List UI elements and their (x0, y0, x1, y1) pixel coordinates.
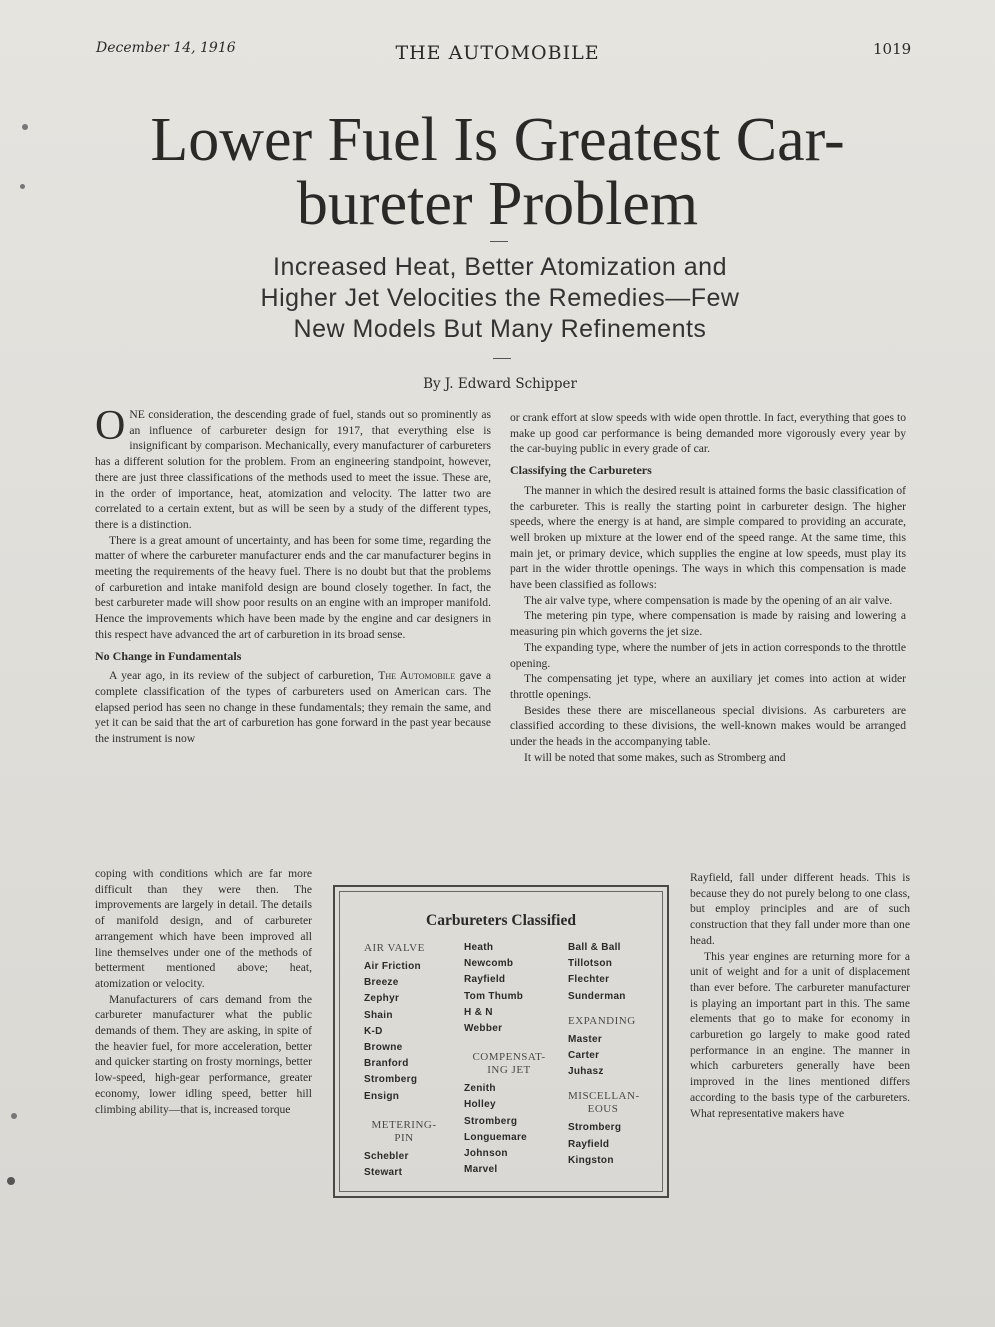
paragraph-text: NE consideration, the descending grade of fuel, stands out so prominently as an influence of carbureter design for 1917, that everything else is insignificant by comparison. Mechanically, every manufacturer of carbureters has a different solution for the problem. From an engineering standpoint, however, there are just three classifications of the methods used to meet the issue. These are, in the order of importance, heat, atomization and velocity. The latter two are correlated to a certain extent, but as will be seen by a study of the different types, there is a distinction. (95, 408, 491, 531)
header-page-number: 1019 (873, 40, 912, 58)
table-item: Tom Thumb (464, 990, 524, 1002)
article-title-line1: Lower Fuel Is Greatest Car- (150, 106, 845, 174)
table-item: Shain (364, 1009, 393, 1021)
paragraph: It will be noted that some makes, such as Stromberg and (524, 750, 786, 764)
title-divider (490, 241, 508, 242)
punch-mark (11, 1113, 17, 1119)
punch-mark (7, 1177, 15, 1185)
table-column-1 (364, 940, 464, 1181)
table-item: Stewart (364, 1167, 403, 1179)
carbureters-table (333, 885, 669, 1198)
table-item: H & N (464, 1006, 493, 1018)
table-item: K-D (364, 1025, 383, 1037)
header-date: December 14, 1916 (96, 40, 236, 56)
table-gap (464, 1037, 564, 1049)
table-item: Heath (464, 942, 494, 953)
table-item: Master (568, 1033, 603, 1045)
table-item: Kingston (568, 1154, 614, 1166)
table-gap (364, 1105, 464, 1117)
paragraph: Manufacturers of cars demand from the carbureter manufacturer what the public demands of them. They are asking, in spite of the heavier fuel, for more acceleration, better and quicker starting on frosty mornings, better low-speed, high-gear performance, greater economy, lower idling speed, better hill climbing ability—that is, increased torque (95, 992, 312, 1116)
table-item: Zenith (464, 1083, 496, 1095)
section-heading: No Change in Fundamentals (95, 648, 242, 663)
paragraph: The manner in which the desired result is attained forms the basic classification of the carbureter. This is really the starting point in carbureter design. The higher speeds, where the energy is at hand, are simple compared to providing an accurate, well broken up mixture at the lower end of the speed range. At the same time, this main jet, or primary device, which supplies the engine at low speeds, must play its part in the wider throttle openings. The ways in which this compensation is made have been classified as follows: (510, 483, 906, 592)
table-item: Ball & Ball (568, 942, 621, 953)
column-3 (690, 870, 910, 1121)
table-item: Sunderman (568, 990, 626, 1002)
paragraph: Rayfield, fall under different heads. This is because they do not purely belong to one class, but employ principles and are of such construction that they fall under more than one head. (690, 871, 910, 947)
subtitle-divider (493, 358, 511, 359)
table-heading-compensating-jet: COMPENSAT-ING JET (472, 1051, 546, 1077)
table-item: Stromberg (464, 1115, 518, 1127)
table-item: Marvel (464, 1164, 498, 1176)
table-item: Tillotson (568, 958, 613, 970)
table-item: Branford (364, 1058, 409, 1070)
table-item: Browne (364, 1042, 403, 1054)
table-gap (568, 1005, 664, 1013)
table-item: Webber (464, 1023, 503, 1035)
table-item: Stromberg (568, 1122, 622, 1134)
table-item: Zephyr (364, 993, 400, 1005)
table-item: Schebler (364, 1150, 409, 1162)
section-heading: Classifying the Carbureters (510, 463, 652, 478)
byline: By J. Edward Schipper (423, 376, 577, 392)
table-item: Johnson (464, 1148, 508, 1160)
punch-mark (20, 184, 25, 189)
paragraph: coping with conditions which are far more difficult than they were then. The improvements are largely in detail. The details of manifold design, and of carbureter arrangement which have been improved all line themselves under one of the methods of betterment mentioned above; heat, atomization or velocity. (95, 867, 312, 990)
table-item: Breeze (364, 977, 399, 989)
paragraph: There is a great amount of uncertainty, and has been for some time, regarding the matter of where the carbureter manufacturer ends and the car manufacturer begins in meeting the requirements of the heavy fuel. There is no doubt but that the problems of carburetion and intake manifold design are bound closely together. In fact, the best carbureter made will show poor results on an engine with an improper manifold. Hence the improvements which have been made by the engine and car designers in this respect have advanced the art of carburetion in its broad sense. (95, 533, 491, 641)
table-column-2 (464, 940, 564, 1178)
column-1-continued (95, 866, 312, 1117)
paragraph-text: gave a complete classification of the types of carbureters used on American cars. The elapsed period has seen no change in these fundamentals; they remain the same, and yet it can be said that the art of carburetion has gone forward in the past year because the instrument is now (95, 669, 491, 746)
table-item: Newcomb (464, 958, 514, 970)
drop-cap: O (95, 403, 126, 449)
table-heading-air-valve: AIR VALVE (364, 942, 425, 954)
table-item: Flechter (568, 974, 610, 986)
table-item: Carter (568, 1050, 600, 1062)
table-inner-border (339, 891, 663, 1192)
paragraph: The compensating jet type, where an auxiliary jet comes into action at wider throttle openings. (510, 672, 906, 701)
table-item: Longuemare (464, 1131, 528, 1143)
punch-mark (22, 124, 28, 130)
table-gap (568, 1080, 664, 1088)
table-heading-expanding: EXPANDING (568, 1014, 636, 1027)
table-item: Juhasz (568, 1066, 604, 1078)
subtitle-line3: New Models But Many Refinements (293, 315, 707, 343)
table-title: Carbureters Classified (426, 912, 576, 929)
table-item: Ensign (364, 1090, 400, 1102)
table-item: Rayfield (464, 974, 506, 986)
subtitle-line2: Higher Jet Velocities the Remedies—Few (260, 284, 740, 312)
paragraph: This year engines are returning more for a unit of weight and for a unit of displacement than ever before. The carbureter manufacturer is playing an important part in this. The same elements that go to make for economy in carburetion go largely to make good rated performance in an engine. The manner in which carbureters generally have been improved in the lines mentioned differs according to the basis type of the carbureters. What representative makers have (690, 949, 910, 1120)
paragraph: or crank effort at slow speeds with wide open throttle. In fact, everything that goes to make up good car performance is being demanded more vigorously every year by the car-buying public in every grade of car. (510, 411, 906, 456)
subtitle-line1: Increased Heat, Better Atomization and (273, 253, 727, 281)
paragraph: The expanding type, where the number of jets in action corresponds to the throttle opening. (510, 640, 906, 670)
table-item: Stromberg (364, 1074, 418, 1086)
header-publication: THE AUTOMOBILE (395, 42, 600, 64)
paragraph: The metering pin type, where compensation is made by raising and lowering a measuring pin which governs the jet size. (510, 609, 906, 639)
table-item: Air Friction (364, 961, 421, 972)
article-title-line2: bureter Problem (296, 170, 699, 238)
publication-name: The Automobile (378, 669, 456, 683)
table-heading-miscellaneous: MISCELLAN-EOUS (568, 1090, 640, 1116)
paragraph (95, 668, 491, 747)
table-item: Rayfield (568, 1138, 610, 1150)
column-2 (510, 410, 906, 765)
article-subtitle (160, 252, 840, 345)
column-1 (95, 403, 491, 747)
table-column-3 (568, 940, 664, 1169)
paragraph (95, 403, 491, 533)
paragraph: Besides these there are miscellaneous special divisions. As carbureters are classified according to these divisions, the well-known makes would be arranged under the heads in the accompanying table. (510, 703, 906, 749)
table-heading-metering-pin: METERING-PIN (371, 1118, 437, 1144)
paragraph: The air valve type, where compensation is made by the opening of an air valve. (524, 593, 893, 607)
article-title (40, 108, 955, 236)
table-item: Holley (464, 1099, 496, 1111)
paragraph-text: A year ago, in its review of the subject of carburetion, (109, 669, 374, 683)
